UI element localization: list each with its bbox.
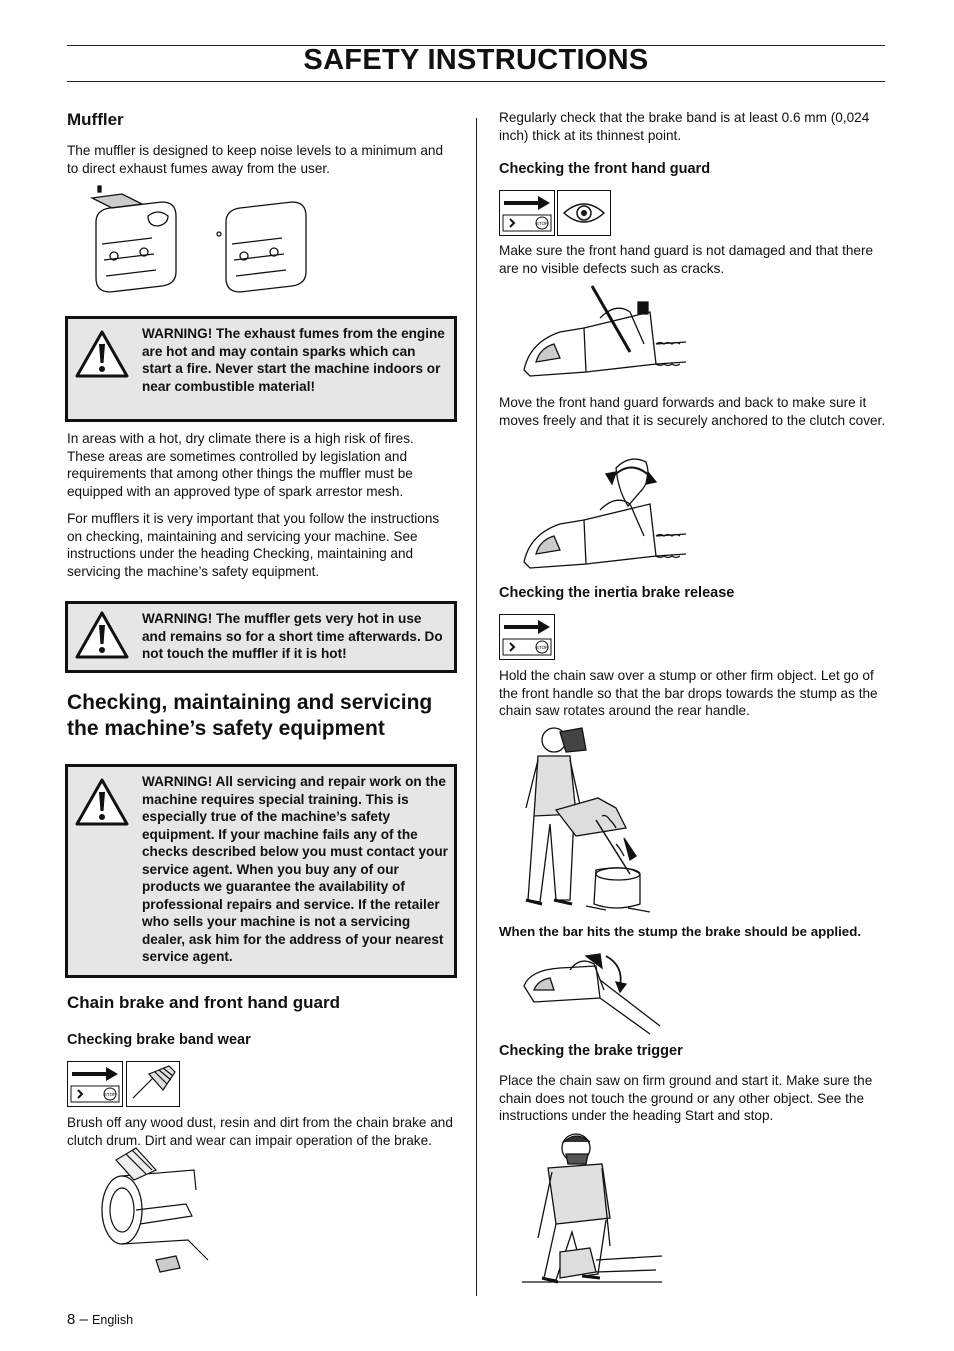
warning-triangle-icon <box>74 777 130 827</box>
trigger-heading: Checking the brake trigger <box>499 1043 683 1059</box>
warning-box-exhaust <box>65 316 457 422</box>
mufflers-paragraph: For mufflers it is very important that you follow the instructions on checking, maintaining and servicing your machine. See instructions under the heading Checking, maintaining and servicing the machine’s safety equipment. <box>67 511 440 579</box>
muffler-intro: The muffler is designed to keep noise levels to a minimum and to direct exhaust fumes away from the user. <box>67 143 444 176</box>
footer-separator: – <box>79 1311 88 1328</box>
chainsaw-guard-check-illustration <box>520 282 690 382</box>
chainsaw-brake-applied-illustration <box>520 946 670 1036</box>
muffler-heading: Muffler <box>67 110 124 129</box>
arrow-stop-icon <box>499 190 555 236</box>
warning-text-muffler-hot: WARNING! The muffler gets very hot in use and remains so for a short time afterwards. Do not touch the muffler if it is hot! <box>142 611 443 661</box>
footer-language: English <box>92 1313 134 1327</box>
section-heading-safety-equipment: Checking, maintaining and servicing the machine’s safety equipment <box>67 691 433 740</box>
column-divider <box>476 118 477 1296</box>
arrow-stop-icon <box>67 1061 123 1107</box>
chainsaw-guard-move-illustration <box>520 450 690 575</box>
page-footer <box>67 1311 133 1328</box>
page-number: 8 <box>67 1311 76 1328</box>
band-thickness-text: Regularly check that the brake band is at least 0.6 mm (0,024 inch) thick at its thinnest point. <box>499 110 870 143</box>
inertia-heading: Checking the inertia brake release <box>499 585 735 601</box>
warning-box-muffler-hot <box>65 601 457 673</box>
front-guard-heading: Checking the front hand guard <box>499 161 711 177</box>
inertia-caption: When the bar hits the stump the brake should be applied. <box>499 924 862 939</box>
stop-label: STOP <box>103 1092 117 1097</box>
muffler-illustration <box>86 182 316 302</box>
trigger-text: Place the chain saw on firm ground and start it. Make sure the chain does not touch the ground or any other object. See the instructions under the heading Start and stop. <box>499 1073 873 1123</box>
hot-climate-paragraph: In areas with a hot, dry climate there is a high risk of fires. These areas are sometimes controlled by legislation and requirements that among other things the muffler must be equipped with an approved type of spark arrestor mesh. <box>67 431 414 499</box>
brush-icon <box>126 1061 180 1107</box>
warning-triangle-icon <box>74 329 130 379</box>
header-rule-bottom <box>67 81 885 82</box>
front-guard-text: Make sure the front hand guard is not damaged and that there are no visible defects such as cracks. <box>499 243 874 276</box>
chain-brake-heading: Chain brake and front hand guard <box>67 993 340 1012</box>
stop-label: STOP <box>535 645 549 650</box>
brake-band-heading: Checking brake band wear <box>67 1032 251 1048</box>
operator-stump-illustration <box>516 724 656 914</box>
stop-label: STOP <box>535 221 549 226</box>
brake-band-text: Brush off any wood dust, resin and dirt from the chain brake and clutch drum. Dirt and wear can impair operation of the brake. <box>67 1115 453 1148</box>
warning-text-servicing: WARNING! All servicing and repair work on the machine requires special training. This is especially true of the machine’s safety equipment. If your machine fails any of the checks described below you must contact your service agent. When you buy any of our products we guarantee the availability of professional repairs and service. If the retailer who sells your machine is not a servicing dealer, ask him for the address of your nearest service agent. <box>142 774 448 964</box>
page-title: SAFETY INSTRUCTIONS <box>303 44 649 76</box>
warning-triangle-icon <box>74 610 130 660</box>
eye-inspect-icon <box>557 190 611 236</box>
operator-brake-trigger-illustration <box>516 1128 666 1288</box>
front-guard-move-text: Move the front hand guard forwards and back to make sure it moves freely and that it is securely anchored to the clutch cover. <box>499 395 886 428</box>
inertia-text: Hold the chain saw over a stump or other firm object. Let go of the front handle so that the bar drops towards the stump as the chain saw rotates around the rear handle. <box>499 668 878 718</box>
arrow-stop-icon <box>499 614 555 660</box>
warning-box-servicing <box>65 764 457 978</box>
brake-band-brush-illustration <box>96 1140 216 1280</box>
warning-text-exhaust: WARNING! The exhaust fumes from the engine are hot and may contain sparks which can start a fire. Never start the machine indoors or near combustible material! <box>142 326 445 394</box>
